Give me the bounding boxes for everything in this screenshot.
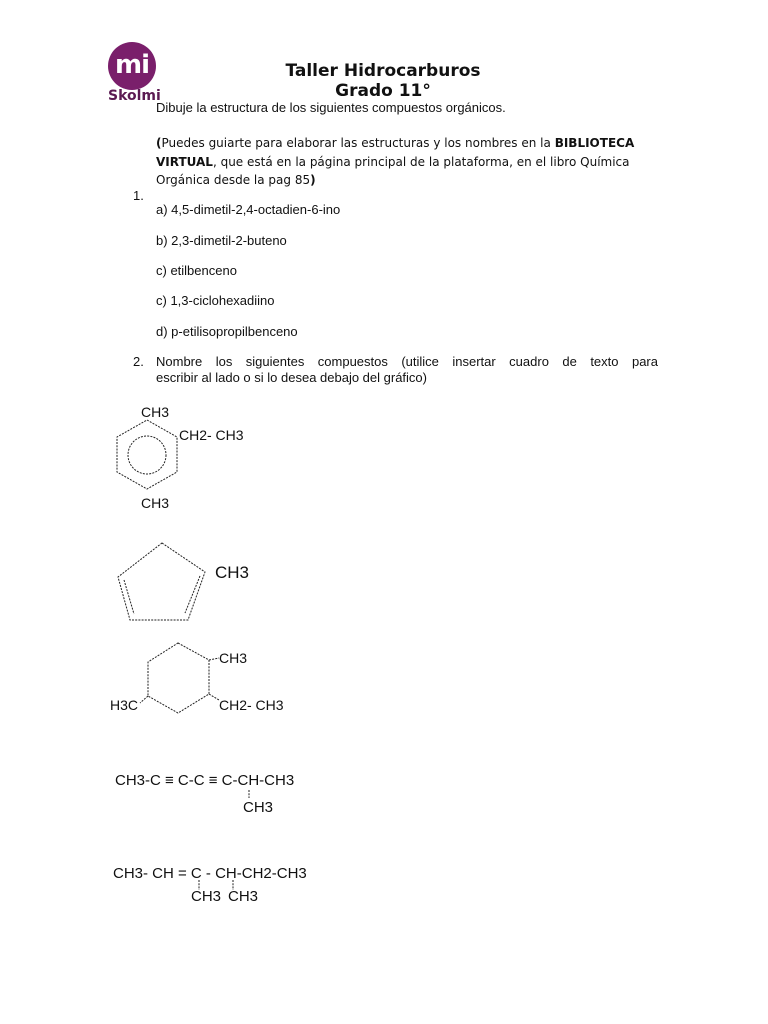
section2-instruction-line2: escribir al lado o si lo desea debajo del gráfico) — [156, 370, 427, 385]
section1-intro: Dibuje la estructura de los siguientes compuestos orgánicos. — [156, 100, 506, 115]
document-subtitle: Grado 11° — [335, 81, 431, 101]
list-item: a) 4,5-dimetil-2,4-octadien-6-ino — [156, 202, 341, 217]
cyclohexane-ring — [148, 643, 209, 713]
brand-name: Skolmi — [108, 88, 161, 100]
s4-branch: CH3 — [243, 799, 274, 816]
s5-branch-2: CH3 — [228, 888, 259, 905]
section1-number: 1. — [133, 188, 144, 203]
list-item: c) etilbenceno — [156, 263, 237, 278]
s1-bottom-label: CH3 — [141, 495, 170, 511]
section2-number: 2. — [133, 354, 144, 369]
s1-right-label: CH2- CH3 — [179, 427, 244, 443]
benzene-ring — [117, 420, 177, 489]
s2-sub-label: CH3 — [215, 563, 250, 582]
s1-top-label: CH3 — [141, 404, 170, 420]
list-item: b) 2,3-dimetil-2-buteno — [156, 233, 287, 248]
s5-main-chain: CH3- CH = C - CH-CH2-CH3 — [113, 865, 307, 882]
s3-top-label: CH3 — [219, 650, 248, 666]
section1-note: (Puedes guiarte para elaborar las estructuras y los nombres en la BIBLIOTECA VIRTUAL, que está en la página principal de la plataforma, en el libro Química Orgánica desde la pag 85) — [156, 136, 635, 187]
list-item: d) p-etilisopropilbenceno — [156, 324, 298, 339]
document-title: Taller Hidrocarburos — [285, 61, 481, 81]
section2-instruction-line1: Nombre los siguientes compuestos (utilice insertar cuadro de texto para — [156, 354, 658, 369]
s3-right-label: CH2- CH3 — [219, 697, 284, 713]
list-item: c) 1,3-ciclohexadiino — [156, 293, 275, 308]
skolmi-logo: mi — [108, 42, 156, 90]
s3-left-label: H3C — [110, 697, 139, 713]
s5-branch-1: CH3 — [191, 888, 222, 905]
cyclopentadiene-ring — [118, 543, 205, 620]
s4-main-chain: CH3-C ≡ C-C ≡ C-CH-CH3 — [115, 772, 295, 789]
aromatic-circle — [128, 436, 166, 474]
